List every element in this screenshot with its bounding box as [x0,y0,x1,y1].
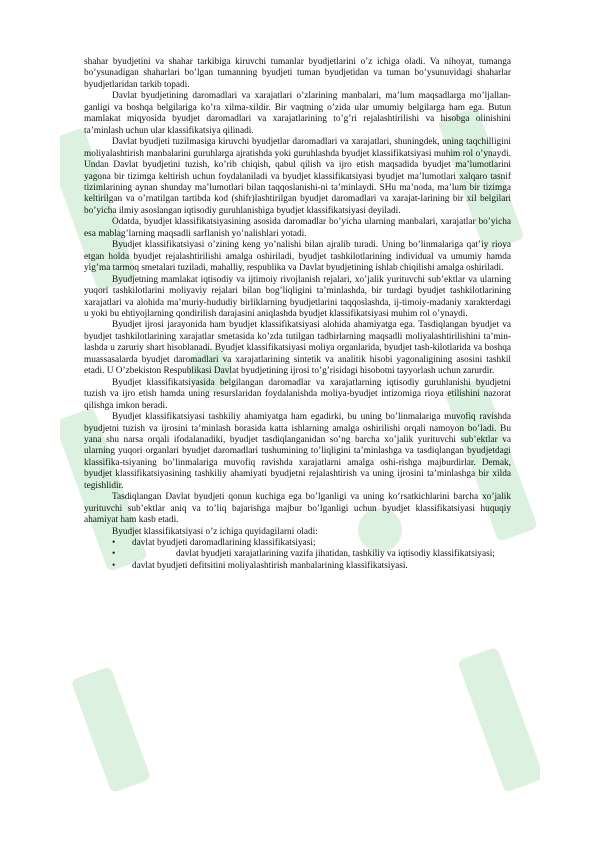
bullet-symbol: • [112,560,116,571]
paragraph-2: Davlat byudjetining daromadlari va xarajatlari o’zlarining manbalari, ma’lum maqsadlarga mo’ljallan-ganligi va boshqa belgilariga ko’ra xilma-xildir. Bir vaqtning o’zida ular umumiy belgilarga ham ega. Butun mamlakat miqyosida byudjet daromadlari va xarajatlarining to’g’ri rejalashtirilishi va hisobga olinishini ta’minlash uchun ular klassifikatsiya qilinadi. [84,91,511,136]
bullet-symbol: • [112,549,116,560]
paragraph-3: Davlat byudjeti tuzilmasiga kiruvchi byudjetlar daromadlari va xarajatlari, shuningdek, uning taqchilligini moliyalashtirish manbalarini guruhlarga ajratishda yoki guruhlashda byudjet klassifikatsiyasi muhim rol o’ynaydi. Undan Davlat byudjetini tuzish, ko’rib chiqish, qabul qilish va ijro etish maqsadida byudjet ma’lumotlarini yagona bir tizimga keltirish uchun foydalaniladi va byudjet klassifikatsiyasi byudjet ma’lumotlari xalqaro tasnif tizimlarining aynan shunday ma’lumotlari bilan taqqoslanishi-ni ta’minlaydi. SHu ma’noda, ma’lum bir tizimga keltirilgan va o’rnatilgan tartibda kod (shifr)lashtirilgan byudjet daromadlari va xarajat-larining bir xil belgilari bo’yicha ilmiy asoslangan iqtisodiy guruhlanishiga byudjet klassifikatsiyasi deyiladi. [84,137,511,216]
list-item [84,561,511,572]
paragraph-7: Byudjet ijrosi jarayonida ham byudjet klassifikatsiyasi alohida ahamiyatga ega. Tasdiqlangan byudjet va byudjet tashkilotlarining xarajatlar smetasida ko’zda tutilgan tadbirlarning maqsadli moliyalashtirilishini ta’min-lashda u zaruriy shart hisoblanadi. Byudjet klassifikatsiyasi moliya organlarida, byudjet tash-kilotlarida va boshqa muassasalarda byudjet daromadlari va xarajatlarining sintetik va analitik hisobi yagonaligining asosini tashkil etadi. U O’zbekiston Respublikasi Davlat byudjetining ijrosi to’g’risidagi hisobotni tayyorlash uchun zarurdir. [84,320,511,377]
paragraph-1: shahar byudjetini va shahar tarkibiga kiruvchi tumanlar byudjetlarini o’z ichiga oladi. Va nihoyat, tumanga bo’ysunadigan shaharlari bo’lgan tumanning byudjeti tuman byudjetidan va tuman bo’ysunuvidagi shaharlar byudjetlaridan tarkib topadi. [84,57,511,90]
paragraph-10: Tasdiqlangan Davlat byudjeti qonun kuchiga ega bo’lganligi va uning ko’rsatkichlarini barcha xo’jalik yurituvchi sub’ektlar aniq va to’liq bajarishga majbur bo’lganligi uchun byudjet klassifikatsiyasi huquqiy ahamiyat ham kasb etadi. [84,492,511,526]
document-page [84,57,511,572]
paragraph-8: Byudjet klassifikatsiyasida belgilangan daromadlar va xarajatlarning iqtisodiy guruhlanishi byudjetni tuzish va ijro etish hamda uning resurslaridan foydalanishda moliya-byudjet intizomiga rioya etilishini nazorat qilishga imkon beradi. [84,377,511,411]
paragraph-5: Byudjet klassifikatsiyasi o’zining keng yo’nalishi bilan ajralib turadi. Uning bo’linmalariga qat’iy rioya etgan holda byudjet rejalashtirilishi amalga oshiriladi, byudjet tashkilotlarining individual va umumiy hamda yig’ma tarmoq smetalari tuziladi, mahalliy, respublika va Davlat byudjetining ishlab chiqilishi amalga oshiriladi. [84,240,511,274]
bullet-text: davlat byudjeti defitsitini moliyalashtirish manbalarining klassifikatsiyasi. [132,560,408,571]
bullet-symbol: • [112,538,116,549]
paragraph-4: Odatda, byudjet klassifikatsiyasining asosida daromadlar bo’yicha ularning manbalari, xarajatlar bo’yicha esa mablag’larning maqsadli sarflanish yo’nalishlari yotadi. [84,217,511,239]
paragraph-11: Byudjet klassifikatsiyasi o’z ichiga quyidagilarni oladi: [112,526,318,537]
list-item [84,549,511,560]
bullet-text: davlat byudjeti daromadlarining klassifikatsiyasi; [132,538,316,549]
bullet-text: davlat byudjeti xarajatlarining vazifa jihatidan, tashkiliy va iqtisodiy klassifikatsiyasi; [176,549,495,560]
paragraph-6: Byudjetning mamlakat iqtisodiy va ijtimoiy rivojlanish rejalari, xo’jalik yurituvchi sub’ektlar va ularning yuqori tashkilotlarini moliyaviy rejalari bilan bog’liqligini ta’minlashda, bir turdagi byudjet tashkilotlarining xarajatlari va alohida ma’muriy-hududiy birliklarning byudjetlarini taqqoslashda, ij-timoiy-madaniy xarakterdagi u yoki bu ehtiyojlarning qondirilish darajasini aniqlashda byudjet klassifikatsiyasi muhim rol o’ynaydi. [84,274,511,319]
paragraph-9: Byudjet klassifikatsiyasi tashkiliy ahamiyatga ham egadirki, bu uning bo’linmalariga muvofiq ravishda byudjetni tuzish va ijrosini ta’minlash borasida katta ishlarning amalga oshirilishi orqali namoyon bo’ladi. Bu yana shu narsa orqali ifodalanadiki, byudjet tasdiqlanganidan so’ng barcha xo’jalik yurituvchi sub’ektlar va ularning yuqori organlari byudjet daromadlari tushumining to’liqligini ta’minlashga va tasdiqlangan byudjetdagi klassifika-tsiyaning bo’linmalariga muvofiq ravishda xarajatlarni amalga oshi-rishga majburdirlar. Demak, byudjet klassifikatsiyasining tashkiliy ahamiyati byudjetni rejalashtirish va uning ijrosini ta’minlashga bir xilda tegishlidir. [84,412,511,491]
list-item [84,538,511,549]
